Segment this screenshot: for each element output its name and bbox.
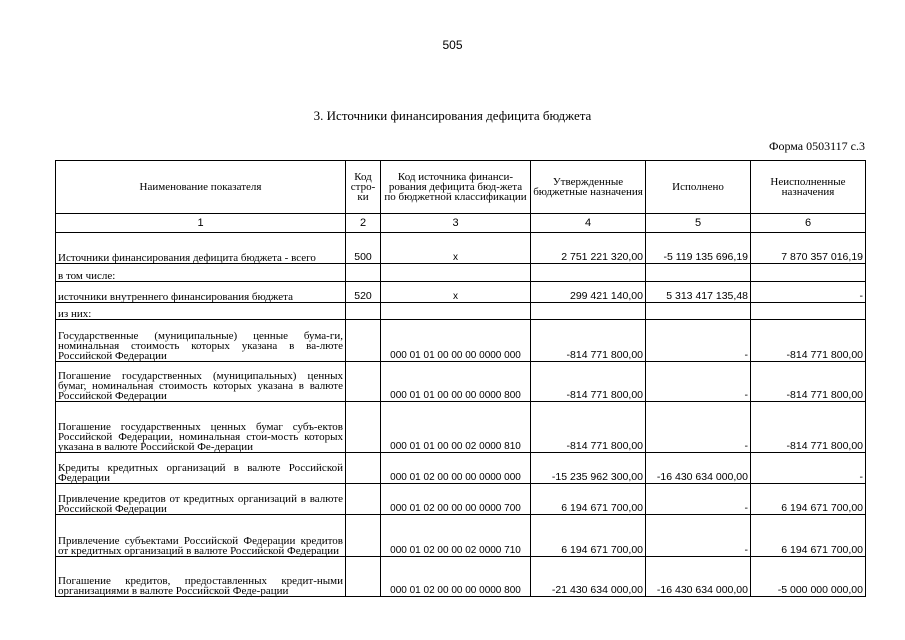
row-name: Погашение государственных ценных бумаг субъ-ектов Российской Федерации, номинальная стои-мость которых указана в валюте Российской Фе-дерации xyxy=(56,402,346,453)
column-number: 3 xyxy=(381,214,531,233)
row-unexecuted xyxy=(751,264,866,282)
row-source-code: 000 01 02 00 00 00 0000 000 xyxy=(381,453,531,484)
row-source-code: 000 01 02 00 00 00 0000 800 xyxy=(381,557,531,597)
header-source-code: Код источника финанси-рования дефицита бюд-жета по бюджетной классификации xyxy=(381,161,531,214)
row-unexecuted: -814 771 800,00 xyxy=(751,320,866,362)
row-executed: -16 430 634 000,00 xyxy=(646,557,751,597)
row-line-code: 520 xyxy=(346,282,381,303)
row-line-code xyxy=(346,453,381,484)
budget-sources-table xyxy=(55,160,866,597)
row-unexecuted: 6 194 671 700,00 xyxy=(751,515,866,557)
header-executed: Исполнено xyxy=(646,161,751,214)
row-unexecuted: -814 771 800,00 xyxy=(751,362,866,402)
row-unexecuted: - xyxy=(751,282,866,303)
row-line-code xyxy=(346,515,381,557)
row-source-code xyxy=(381,303,531,320)
row-executed: - xyxy=(646,320,751,362)
row-line-code xyxy=(346,557,381,597)
row-executed xyxy=(646,303,751,320)
row-unexecuted: - xyxy=(751,453,866,484)
row-line-code xyxy=(346,484,381,515)
row-approved: -814 771 800,00 xyxy=(531,362,646,402)
form-code: Форма 0503117 с.3 xyxy=(768,139,865,153)
row-name: Привлечение кредитов от кредитных организаций в валюте Российской Федерации xyxy=(56,484,346,515)
row-source-code xyxy=(381,264,531,282)
row-name: Погашение государственных (муниципальных) ценных бумаг, номинальная стоимость которых указана в валюте Российской Федерации xyxy=(56,362,346,402)
table-row xyxy=(56,453,866,484)
row-executed: -16 430 634 000,00 xyxy=(646,453,751,484)
row-approved: -814 771 800,00 xyxy=(531,320,646,362)
row-unexecuted: -5 000 000 000,00 xyxy=(751,557,866,597)
table-row xyxy=(56,557,866,597)
row-name: Государственные (муниципальные) ценные бума-ги, номинальная стоимость которых указана в ва-люте Российской Федерации xyxy=(56,320,346,362)
row-executed: - xyxy=(646,362,751,402)
row-source-code: 000 01 01 00 00 00 0000 800 xyxy=(381,362,531,402)
row-approved: 2 751 221 320,00 xyxy=(531,233,646,264)
row-source-code: 000 01 02 00 00 02 0000 710 xyxy=(381,515,531,557)
row-unexecuted: 7 870 357 016,19 xyxy=(751,233,866,264)
header-unexecuted: Неисполненные назначения xyxy=(751,161,866,214)
column-number: 6 xyxy=(751,214,866,233)
row-source-code: x xyxy=(381,233,531,264)
column-number: 4 xyxy=(531,214,646,233)
row-unexecuted: 6 194 671 700,00 xyxy=(751,484,866,515)
row-approved: -814 771 800,00 xyxy=(531,402,646,453)
row-approved: 299 421 140,00 xyxy=(531,282,646,303)
row-line-code xyxy=(346,402,381,453)
row-approved xyxy=(531,264,646,282)
row-executed: -5 119 135 696,19 xyxy=(646,233,751,264)
row-line-code xyxy=(346,362,381,402)
row-approved: -15 235 962 300,00 xyxy=(531,453,646,484)
row-executed: - xyxy=(646,484,751,515)
table-row xyxy=(56,484,866,515)
row-executed: - xyxy=(646,402,751,453)
row-source-code: 000 01 02 00 00 00 0000 700 xyxy=(381,484,531,515)
header-line-code: Код стро-ки xyxy=(346,161,381,214)
table-row xyxy=(56,515,866,557)
table-row xyxy=(56,233,866,264)
row-name: из них: xyxy=(56,303,346,320)
row-approved: 6 194 671 700,00 xyxy=(531,515,646,557)
row-line-code: 500 xyxy=(346,233,381,264)
header-row xyxy=(56,161,866,214)
row-name: Погашение кредитов, предоставленных кредит-ными организациями в валюте Российской Феде-рации xyxy=(56,557,346,597)
row-line-code xyxy=(346,303,381,320)
row-unexecuted xyxy=(751,303,866,320)
row-source-code: 000 01 01 00 00 02 0000 810 xyxy=(381,402,531,453)
column-number: 5 xyxy=(646,214,751,233)
table-row xyxy=(56,402,866,453)
row-approved xyxy=(531,303,646,320)
row-line-code xyxy=(346,320,381,362)
row-source-code: 000 01 01 00 00 00 0000 000 xyxy=(381,320,531,362)
row-executed: 5 313 417 135,48 xyxy=(646,282,751,303)
row-unexecuted: -814 771 800,00 xyxy=(751,402,866,453)
table-row xyxy=(56,320,866,362)
table-row xyxy=(56,362,866,402)
row-executed: - xyxy=(646,515,751,557)
row-source-code: x xyxy=(381,282,531,303)
column-number-row xyxy=(56,214,866,233)
row-name: Источники финансирования дефицита бюджета - всего xyxy=(56,233,346,264)
row-executed xyxy=(646,264,751,282)
row-line-code xyxy=(346,264,381,282)
column-number: 2 xyxy=(346,214,381,233)
row-name: Привлечение субъектами Российской Федерации кредитов от кредитных организаций в валюте Российской Федерации xyxy=(56,515,346,557)
table-row xyxy=(56,264,866,282)
section-title: 3. Источники финансирования дефицита бюджета xyxy=(313,108,592,123)
table-row xyxy=(56,282,866,303)
row-approved: 6 194 671 700,00 xyxy=(531,484,646,515)
header-approved: Утвержденные бюджетные назначения xyxy=(531,161,646,214)
column-number: 1 xyxy=(56,214,346,233)
row-approved: -21 430 634 000,00 xyxy=(531,557,646,597)
header-indicator-name: Наименование показателя xyxy=(56,161,346,214)
row-name: в том числе: xyxy=(56,264,346,282)
row-name: Кредиты кредитных организаций в валюте Российской Федерации xyxy=(56,453,346,484)
row-name: источники внутреннего финансирования бюджета xyxy=(56,282,346,303)
page-number: 505 xyxy=(442,38,463,52)
table-row xyxy=(56,303,866,320)
